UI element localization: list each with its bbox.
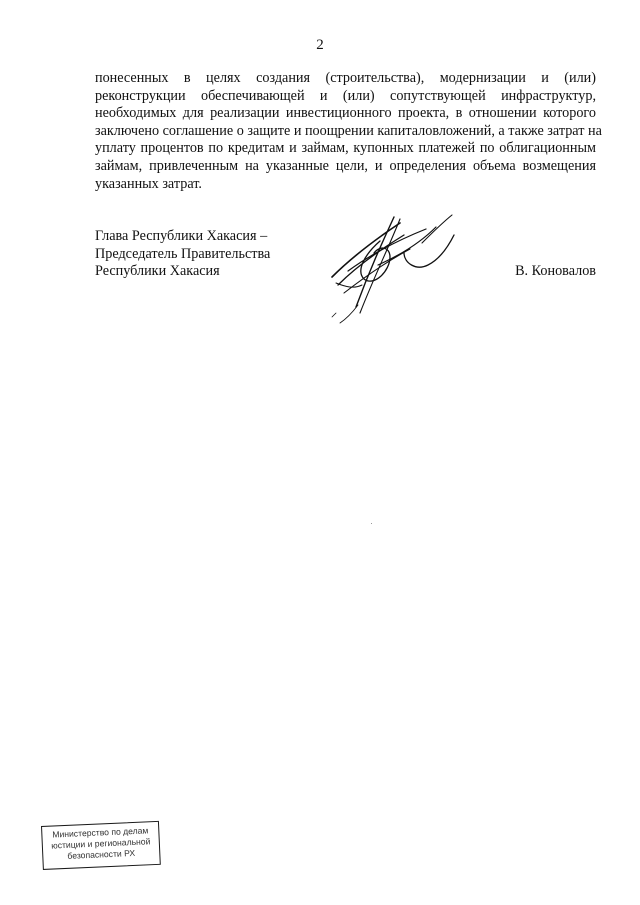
ministry-stamp xyxy=(41,821,161,870)
signatory-name: В. Коновалов xyxy=(515,263,596,279)
stamp-line: Министерство по делам xyxy=(52,825,149,840)
body-line: необходимых для реализации инвестиционного проекта, в отношении которого xyxy=(95,105,596,122)
signatory-title-line: Республики Хакасия xyxy=(95,263,220,280)
page-number: 2 xyxy=(316,37,324,53)
signatory-title-line: Председатель Правительства xyxy=(95,245,271,262)
body-line: понесенных в целях создания (строительства), модернизации и (или) xyxy=(95,70,596,86)
stamp-text xyxy=(47,825,154,863)
body-line: уплату процентов по кредитам и займам, купонных платежей по облигационным xyxy=(95,140,596,157)
signatory-title xyxy=(95,228,270,281)
body-line: заключено соглашение о защите и поощрении капиталовложений, а также затрат на xyxy=(95,122,602,139)
body-line: реконструкции обеспечивающей и (или) сопутствующей инфраструктур, xyxy=(95,87,596,104)
body-paragraph xyxy=(95,70,602,193)
body-line: займам, привлеченным на указанные цели, и определения объема возмещения xyxy=(95,157,596,174)
scan-speck xyxy=(371,523,372,524)
body-line: указанных затрат. xyxy=(95,175,202,192)
stamp-line: безопасности РХ xyxy=(67,847,136,861)
stamp-line: юстиции и региональной xyxy=(51,836,151,851)
handwritten-signature xyxy=(318,205,468,330)
signatory-title-line: Глава Республики Хакасия – xyxy=(95,228,268,244)
